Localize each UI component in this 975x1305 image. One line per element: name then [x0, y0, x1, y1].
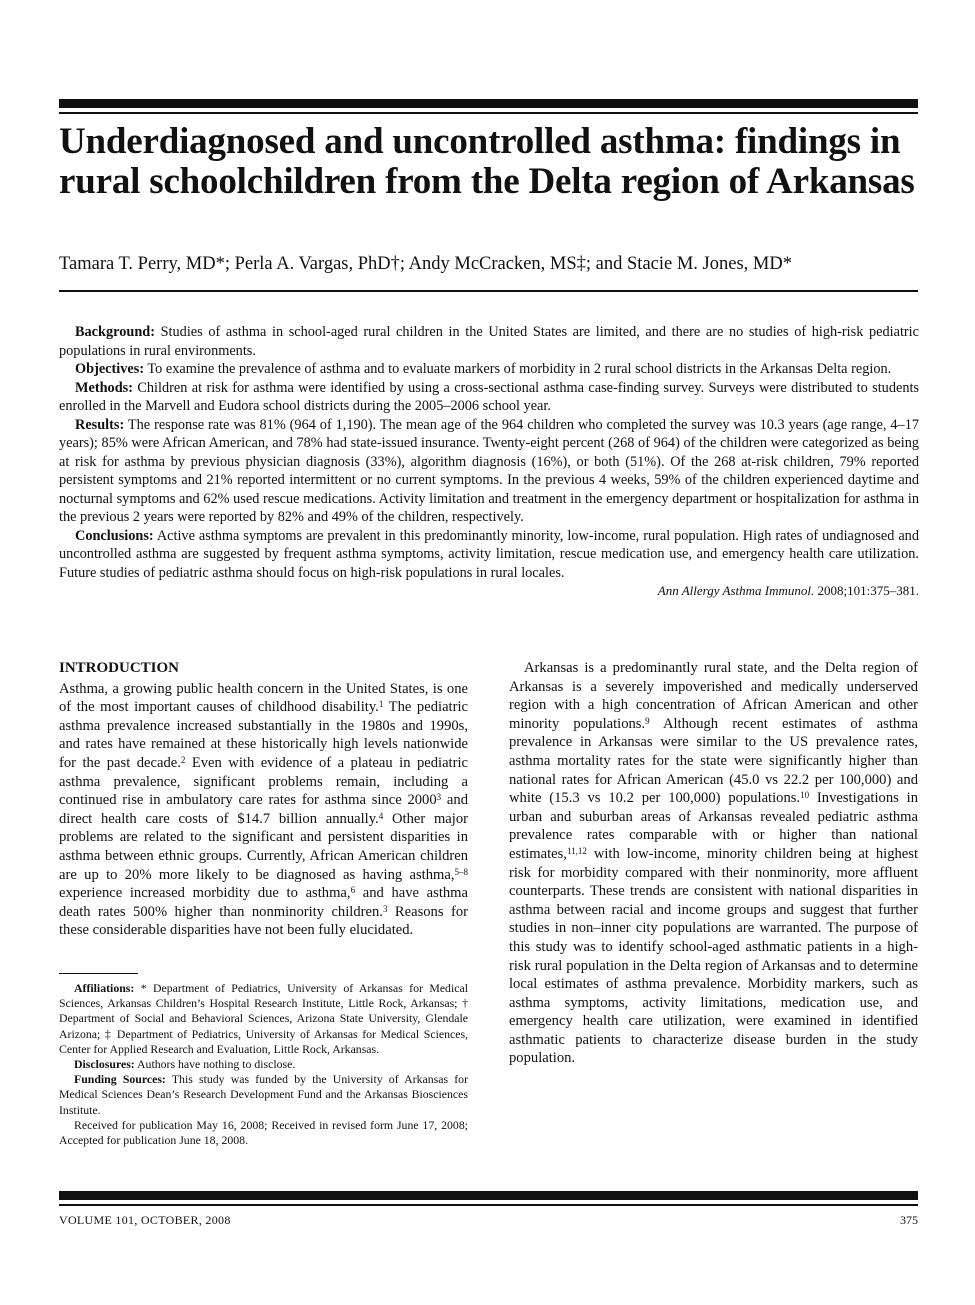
abstract-text: Studies of asthma in school-aged rural children in the United States are limited, and there are no studies of high-risk pediatric populations in rural environments. — [59, 324, 919, 359]
text-run: Arkansas is a predominantly rural state, and the Delta region of Arkansas is a severely impoverished and medically underserved region with a high concentration of African American and other minority populations. — [509, 660, 918, 732]
citation-superscript: 2 — [180, 754, 186, 765]
abstract-text: Children at risk for asthma were identified by using a cross-sectional asthma case-finding survey. Surveys were distributed to students enrolled in the Marvell and Eudora school districts during the 2005–2006 school year. — [59, 379, 919, 414]
abstract-label: Background: — [75, 324, 155, 340]
abstract-background — [59, 323, 919, 360]
abstract-methods — [59, 379, 919, 416]
abstract-objectives — [59, 360, 919, 379]
top-rule-thick — [59, 99, 918, 108]
abstract-label: Methods: — [75, 379, 133, 396]
citation-superscript: 3 — [436, 792, 442, 803]
abstract — [59, 323, 919, 600]
citation-superscript: 3 — [382, 903, 388, 914]
footer-volume: VOLUME 101, OCTOBER, 2008 — [59, 1213, 231, 1227]
text-run: The pediatric asthma prevalence increased substantially in the 1980s and 1990s, and rates have remained at these historically high levels nationwide for the past decade. — [59, 699, 468, 771]
citation-superscript: 4 — [378, 810, 384, 821]
text-run: Reasons for these considerable disparities have not been fully elucidated. — [59, 903, 468, 939]
footnote-label: Disclosures: — [74, 1057, 135, 1072]
abstract-conclusions — [59, 527, 919, 583]
citation-superscript: 11,12 — [566, 845, 587, 856]
text-run: with low-income, minority children being at highest risk for morbidity compared with their nonminority, more affluent counterparts. These trends are consistent with national disparities in asthma between racial and income groups and suggest that further studies in non–inner city populations are warranted. The purpose of this study was to identify school-aged asthmatic patients in a high-risk rural population in the Delta region of Arkansas and to determine local estimates of asthma prevalence. Morbidity markers, such as asthma symptoms, activity limitations, medication use, and emergency health care utilization, were examined in identified asthmatic patients to characterize disease burden in the study population. — [509, 845, 918, 1067]
footnote-text: This study was funded by the University of Arkansas for Medical Sciences Dean’s Research Development Fund and the Arkansas Biosciences Institute. — [59, 1072, 469, 1117]
footnote-disclosures — [59, 1057, 468, 1072]
citation-superscript: 10 — [800, 790, 810, 801]
footnote-label: Funding Sources: — [74, 1072, 166, 1087]
citation-superscript: 5–8 — [454, 866, 468, 877]
column-left — [59, 659, 468, 940]
footnote-text: Authors have nothing to disclose. — [134, 1057, 296, 1072]
text-run: Asthma, a growing public health concern in the United States, is one of the most important causes of childhood disability. — [59, 680, 468, 716]
abstract-text: To examine the prevalence of asthma and to evaluate markers of morbidity in 2 rural school districts in the Arkansas Delta region. — [147, 361, 892, 377]
citation-superscript: 6 — [350, 885, 356, 896]
footnotes — [59, 981, 468, 1148]
text-run: Other major problems are related to the significant and persistent disparities in asthma between ethnic groups. Currently, African American children are up to 20% more likely to be diagnosed as having asthma, — [59, 810, 468, 883]
footnote-rule — [59, 973, 138, 974]
article-title: Underdiagnosed and uncontrolled asthma: findings in rural schoolchildren from the Delta region of Arkansas — [59, 121, 915, 202]
top-rule-thin — [59, 112, 918, 114]
footnote-text: * Department of Pediatrics, University of Arkansas for Medical Sciences, Arkansas Children’s Hospital Research Institute, Little Rock, Arkansas; † Department of Social and Behavioral Sciences, Arizona State University, Glendale Arizona; ‡ Department of Pediatrics, University of Arkansas for Medical Sciences, Center for Applied Research and Evaluation, Little Rock, Arkansas. — [59, 981, 468, 1056]
title-rule — [59, 290, 918, 292]
citation-superscript: 9 — [645, 715, 650, 726]
bottom-rule-thin — [59, 1204, 918, 1206]
text-run: Even with evidence of a plateau in pediatric asthma prevalence, significant problems remain, including a continued rise in ambulatory care rates for asthma since 2000 — [59, 754, 469, 809]
footnote-affiliations — [59, 981, 468, 1057]
intro-paragraph-1 — [59, 680, 468, 940]
text-run: Although recent estimates of asthma prevalence in Arkansas were similar to the US prevalence rates, asthma mortality rates for the state were significantly higher than national rates for African American (45.0 vs 22.2 per 100,000) and white (15.3 vs 10.2 per 100,000) populations. — [509, 715, 918, 807]
citation-ref: 2008;101:375–381. — [817, 583, 919, 598]
abstract-results — [59, 416, 919, 527]
abstract-text: Active asthma symptoms are prevalent in this predominantly minority, low-income, rural population. High rates of undiagnosed and uncontrolled asthma are suggested by frequent asthma symptoms, activity limitation, rescue medication use, and emergency health care utilization. Future studies of pediatric asthma should focus on high-risk populations in rural locales. — [59, 527, 919, 581]
text-run: Investigations in urban and suburban areas of Arkansas revealed pediatric asthma prevalence rates comparable with or higher than national estimates, — [509, 790, 918, 862]
footnote-label: Affiliations: — [74, 981, 135, 995]
bottom-rule-thick — [59, 1191, 918, 1200]
citation — [59, 582, 919, 600]
text-run: and direct health care costs of $14.7 billion annually. — [59, 792, 468, 827]
column-right — [509, 659, 918, 1068]
citation-journal: Ann Allergy Asthma Immunol. — [657, 583, 815, 598]
text-run: and have asthma death rates 500% higher than nonminority children. — [59, 885, 468, 920]
citation-superscript: 1 — [378, 699, 384, 710]
footnote-received: Received for publication May 16, 2008; Received in revised form June 17, 2008; Accepted for publication June 18, 2008. — [59, 1117, 468, 1148]
text-run: experience increased morbidity due to asthma, — [59, 885, 351, 902]
abstract-label: Conclusions: — [75, 527, 154, 544]
abstract-label: Results: — [75, 416, 125, 433]
abstract-text: The response rate was 81% (964 of 1,190). The mean age of the 964 children who completed the survey was 10.3 years (age range, 4–17 years); 85% were African American, and 78% had state-issued insurance. Twenty-eight percent (268 of 964) of the children were categorized as being at risk for asthma by previous physician diagnosis (33%), algorithm diagnosis (16%), or both (51%). Of the 268 at-risk children, 79% reported persistent symptoms and 21% reported intermittent or no current symptoms. In the previous 4 weeks, 59% of the children experienced daytime and nocturnal symptoms and 62% used rescue medications. Activity limitation and treatment in the emergency department or hospitalization for asthma in the previous 2 years were reported by 82% and 49% of the children, respectively. — [59, 416, 919, 525]
author-list: Tamara T. Perry, MD*; Perla A. Vargas, PhD†; Andy McCracken, MS‡; and Stacie M. Jones, MD* — [59, 254, 792, 274]
abstract-label: Objectives: — [75, 361, 145, 377]
footnote-funding — [59, 1072, 468, 1118]
page-number: 375 — [900, 1213, 918, 1227]
intro-paragraph-2 — [509, 659, 918, 1068]
section-heading-introduction: INTRODUCTION — [59, 660, 180, 676]
